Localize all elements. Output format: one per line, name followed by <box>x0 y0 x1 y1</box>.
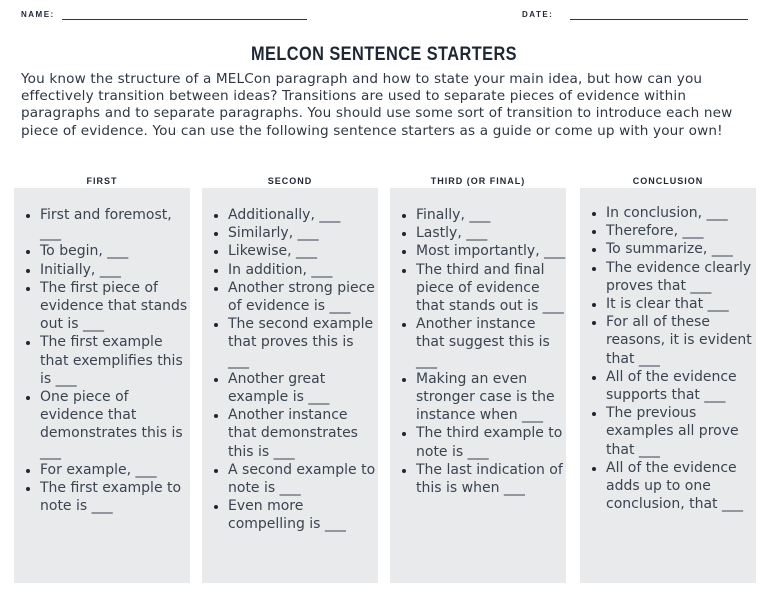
list-item: • Finally, ___ <box>416 206 566 224</box>
date-label: DATE: <box>522 10 554 19</box>
list-item: • Additionally, ___ <box>228 206 378 224</box>
list-item: • First and foremost, ___ <box>40 206 190 242</box>
list-item: • Similarly, ___ <box>228 224 378 242</box>
column-heading-first: FIRST <box>86 176 118 186</box>
column-third <box>390 188 566 583</box>
column-conclusion <box>580 188 756 583</box>
list-item: • One piece of evidence that demonstrates this is ___ <box>40 388 190 461</box>
starter-list-third <box>390 206 566 497</box>
list-item: • For all of these reasons, it is evident that ___ <box>606 313 756 368</box>
starter-list-first <box>14 206 190 515</box>
starter-list-conclusion <box>580 204 756 513</box>
list-item: • Another instance that demonstrates this is ___ <box>228 406 378 461</box>
list-item: • Another great example is ___ <box>228 370 378 406</box>
list-item: • Another instance that suggest this is ___ <box>416 315 566 370</box>
list-item: • The first example that exemplifies this is ___ <box>40 333 190 388</box>
starter-list-second <box>202 206 378 534</box>
list-item: • To begin, ___ <box>40 242 190 260</box>
column-heading-conclusion: CONCLUSION <box>632 176 704 186</box>
list-item: • The evidence clearly proves that ___ <box>606 259 756 295</box>
list-item: • The second example that proves this is ___ <box>228 315 378 370</box>
list-item: • Therefore, ___ <box>606 222 756 240</box>
list-item: • The third and final piece of evidence that stands out is ___ <box>416 261 566 316</box>
list-item: • All of the evidence adds up to one conclusion, that ___ <box>606 459 756 514</box>
column-second <box>202 188 378 583</box>
list-item: • The previous examples all prove that ___ <box>606 404 756 459</box>
list-item: • In addition, ___ <box>228 261 378 279</box>
column-first <box>14 188 190 583</box>
list-item: • Even more compelling is ___ <box>228 497 378 533</box>
list-item: • Lastly, ___ <box>416 224 566 242</box>
list-item: • To summarize, ___ <box>606 240 756 258</box>
list-item: • Likewise, ___ <box>228 242 378 260</box>
column-heading-second: SECOND <box>267 176 313 186</box>
list-item: • All of the evidence supports that ___ <box>606 368 756 404</box>
list-item: • Another strong piece of evidence is ___ <box>228 279 378 315</box>
page-title: MELCON SENTENCE STARTERS <box>250 44 518 65</box>
name-field-line[interactable] <box>62 19 307 20</box>
list-item: • In conclusion, ___ <box>606 204 756 222</box>
column-heading-third: THIRD (OR FINAL) <box>430 176 526 186</box>
date-field-line[interactable] <box>570 19 748 20</box>
list-item: • The last indication of this is when ___ <box>416 461 566 497</box>
list-item: • For example, ___ <box>40 461 190 479</box>
intro-paragraph: You know the structure of a MELCon paragraph and how to state your main idea, but how can you effectively transition between ideas? Transitions are used to separate pieces of evidence within paragraphs and to separate paragraphs. You should use some sort of transition to introduce each new piece of evidence. You can use the following sentence starters as a guide or come up with your own! <box>21 71 733 139</box>
list-item: • The first piece of evidence that stands out is ___ <box>40 279 190 334</box>
list-item: • Initially, ___ <box>40 261 190 279</box>
list-item: • Making an even stronger case is the instance when ___ <box>416 370 566 425</box>
list-item: • The third example to note is ___ <box>416 424 566 460</box>
list-item: • The first example to note is ___ <box>40 479 190 515</box>
list-item: • Most importantly, ___ <box>416 242 566 260</box>
list-item: • A second example to note is ___ <box>228 461 378 497</box>
name-label: NAME: <box>21 10 55 19</box>
list-item: • It is clear that ___ <box>606 295 756 313</box>
